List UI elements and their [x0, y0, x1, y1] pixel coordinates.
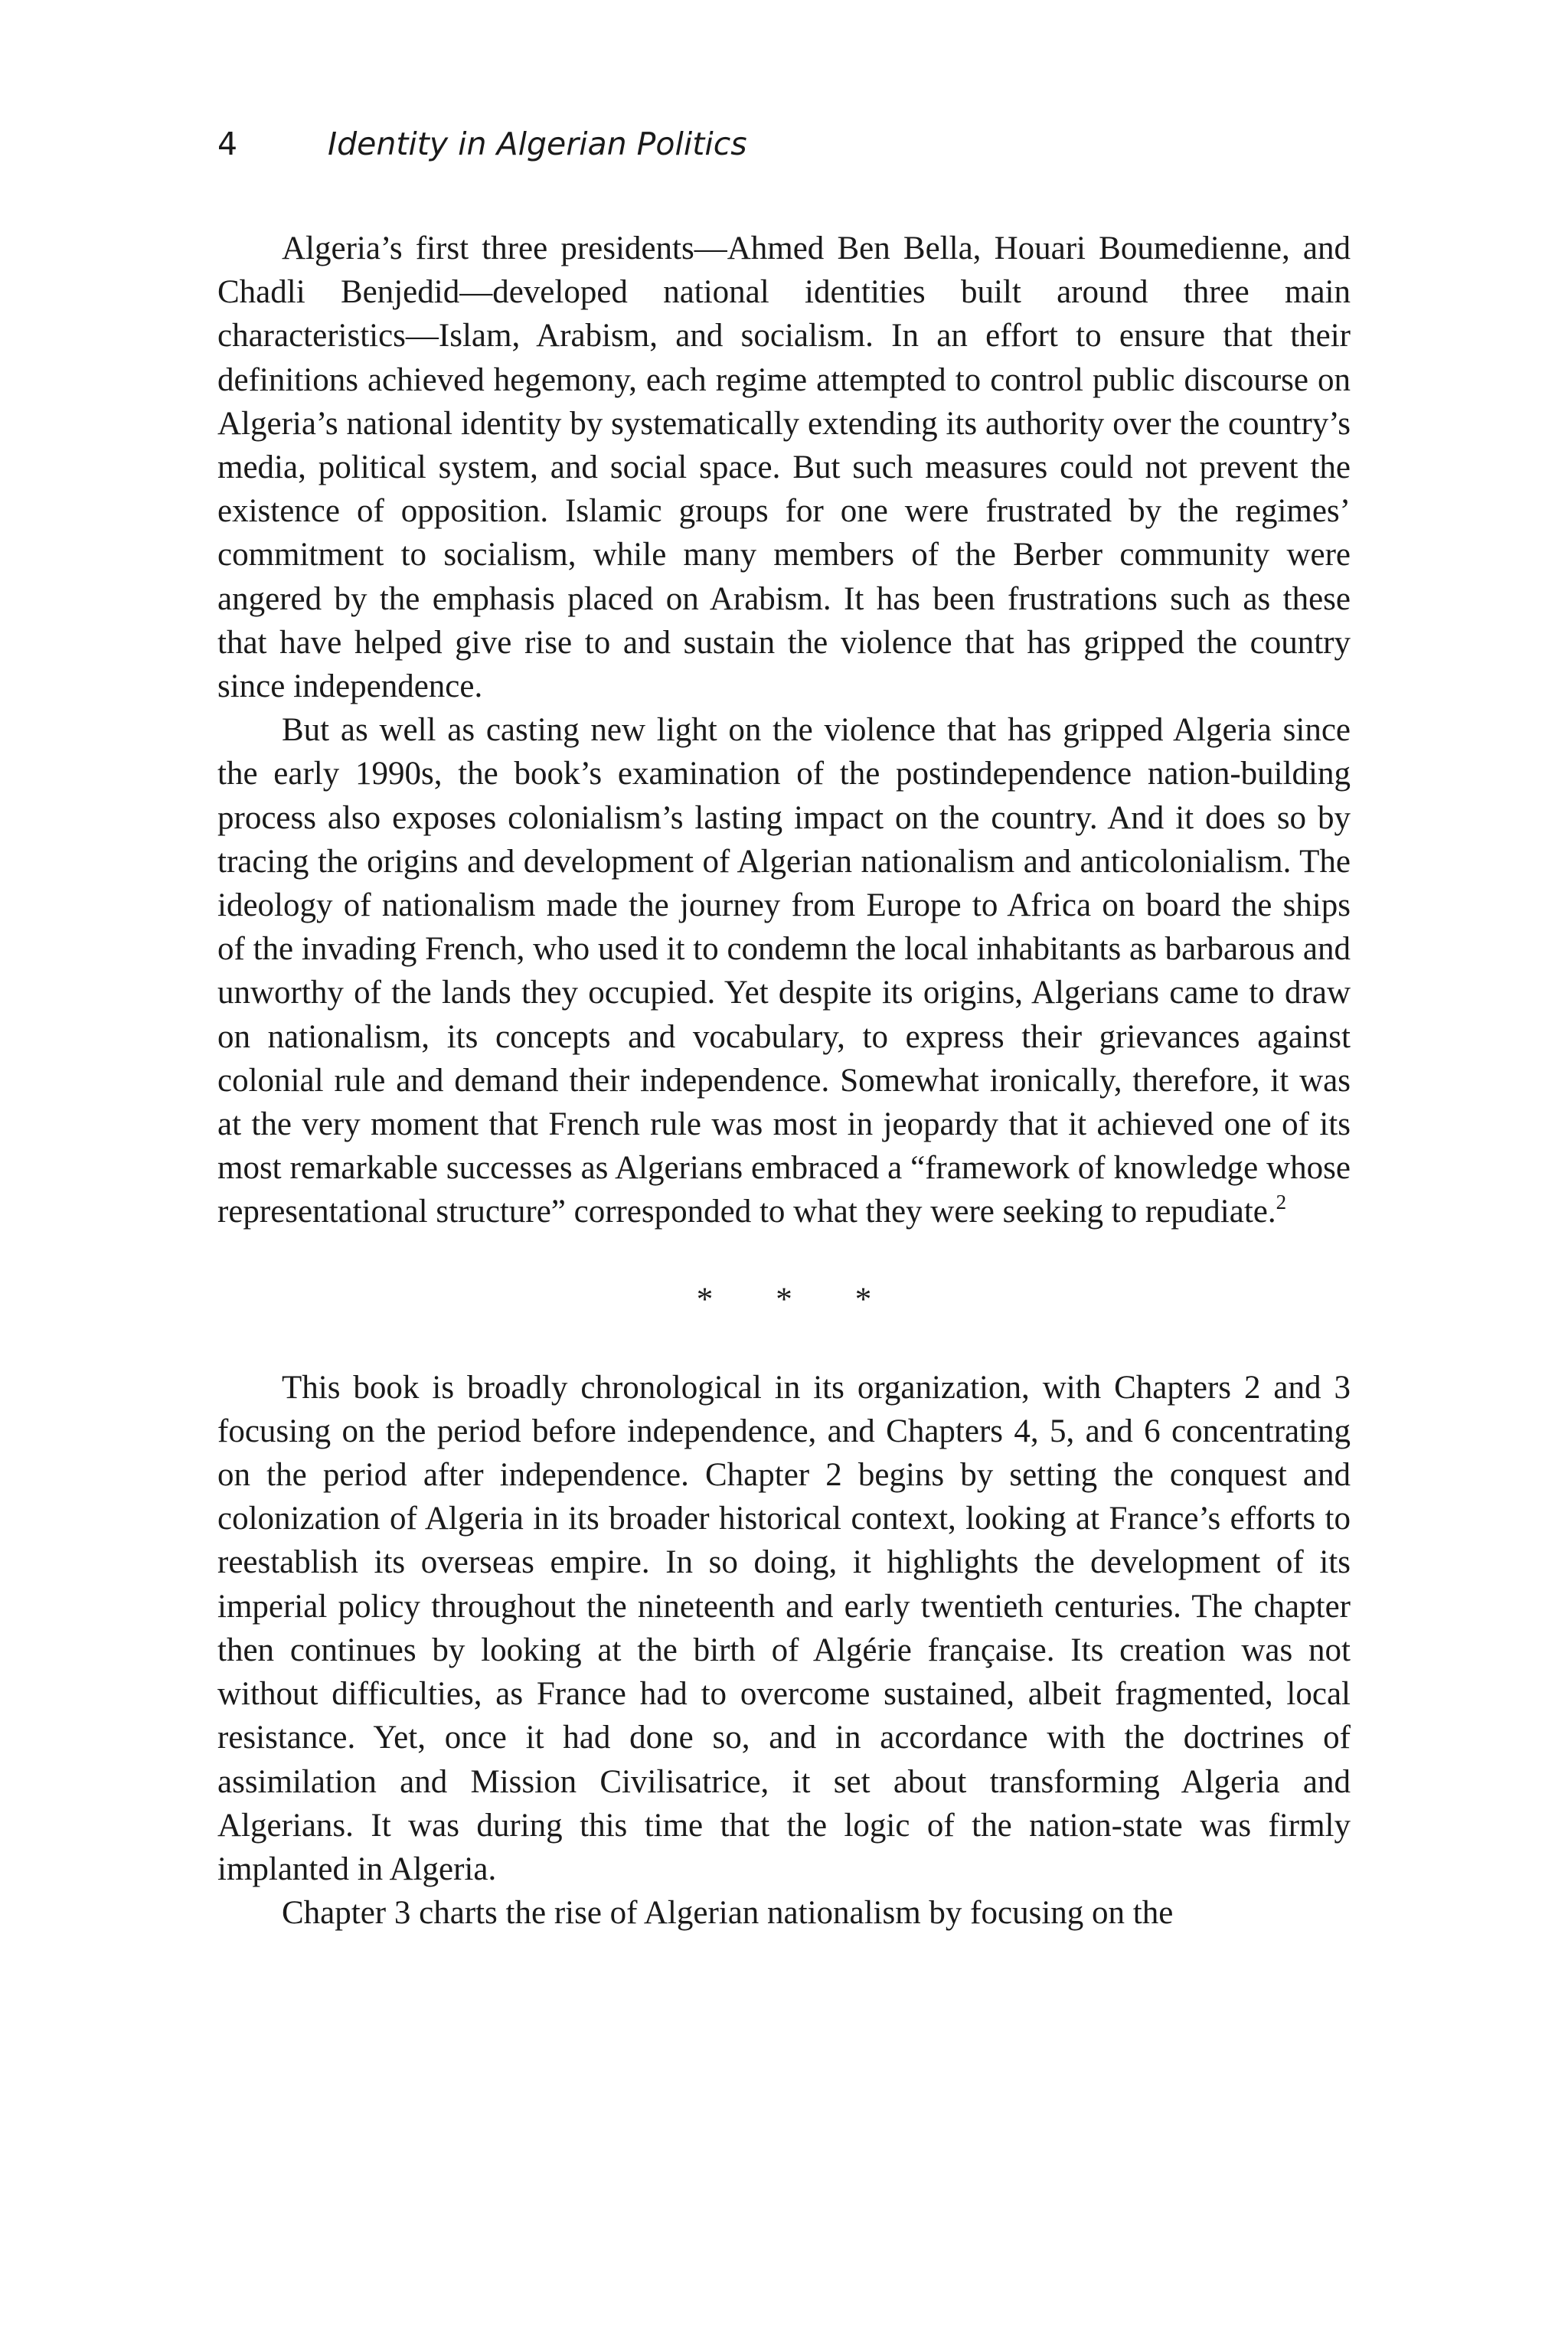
section-break — [217, 1234, 1351, 1366]
section-break-asterisk: * — [776, 1282, 792, 1318]
page-number: 4 — [217, 126, 238, 162]
section-break-asterisk: * — [854, 1282, 872, 1318]
paragraph-2 — [217, 708, 1351, 1233]
paragraph-1: Algeria’s first three presidents—Ahmed Ben Bella, Houari Boumedienne, and Chadli Benjedid—developed national identities built around three main characteristics—Islam, Arabism, and socialism. In an effort to ensure that their definitions achieved hegemony, each regime attempted to control public discourse on Algeria’s national identity by systematically extending its authority over the country’s media, political system, and social space. But such measures could not prevent the existence of opposition. Islamic groups for one were frustrated by the regimes’ commitment to socialism, while many members of the Berber community were angered by the emphasis placed on Arabism. It has been frustrations such as these that have helped give rise to and sustain the violence that has gripped the country since independence. — [217, 230, 1351, 705]
paragraph-2-text: But as well as casting new light on the violence that has gripped Algeria since the early 1990s, the book’s examination of the postindependence nation-building process also exposes colonialism’s lasting impact on the country. And it does so by tracing the origins and development of Algerian nationalism and anticolonialism. The ideology of nationalism made the journey from Europe to Africa on board the ships of the invading French, who used it to condemn the local inhabitants as barbarous and unworthy of the lands they occupied. Yet despite its origins, Algerians came to draw on nationalism, its concepts and vocabulary, to express their grievances against colonial rule and demand their independence. Somewhat ironically, therefore, it was at the very moment that French rule was most in jeopardy that it achieved one of its most remarkable successes as Algerians embraced a “framework of knowledge whose representational structure” corresponded to what they were seeking to repudiate. — [217, 712, 1351, 1230]
paragraph-3: This book is broadly chronological in its organization, with Chapters 2 and 3 focusing on the period before independence, and Chapters 4, 5, and 6 concentrating on the period after independence. Chapter 2 begins by setting the conquest and colonization of Algeria in its broader historical context, looking at France’s efforts to reestablish its overseas empire. In so doing, it highlights the development of its imperial policy throughout the nineteenth and early twentieth centuries. The chapter then continues by looking at the birth of Algérie française. Its creation was not without difficulties, as France had to overcome sustained, albeit fragmented, local resistance. Yet, once it had done so, and in accordance with the doctrines of assimilation and Mission Civilisatrice, it set about transforming Algeria and Algerians. It was during this time that the logic of the nation-state was firmly implanted in Algeria. — [217, 1369, 1351, 1887]
body-text — [217, 227, 1351, 1935]
footnote-reference: 2 — [1276, 1191, 1287, 1214]
section-break-asterisk: * — [696, 1282, 714, 1318]
running-title: Identity in Algerian Politics — [328, 126, 747, 162]
paragraph-4: Chapter 3 charts the rise of Algerian nationalism by focusing on the — [282, 1895, 1174, 1932]
running-head — [217, 121, 1351, 167]
